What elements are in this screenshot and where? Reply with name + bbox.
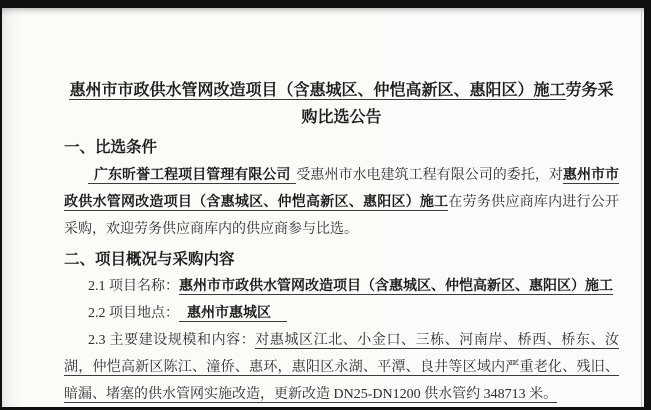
conditions-paragraph bbox=[64, 162, 619, 243]
notice-title-suffix: 劳务采 bbox=[565, 82, 614, 99]
clause-scope bbox=[64, 327, 619, 408]
document-page bbox=[2, 8, 644, 407]
clause-project-location bbox=[64, 300, 619, 327]
notice-title bbox=[64, 77, 619, 131]
clause-project-location-label: 2.2 项目地点： bbox=[88, 306, 179, 321]
notice-title-line2: 购比选公告 bbox=[301, 109, 382, 126]
document-content bbox=[64, 8, 619, 408]
clause-project-name-label: 2.1 项目名称： bbox=[88, 279, 179, 294]
page-edge-shadow bbox=[641, 8, 642, 407]
clause-scope-value: 对惠城区江北、小金口、三栋、河南岸、桥西、桥东、汝湖，仲恺高新区陈江、潼侨、惠环，惠阳区永湖、平潭、良井等区域内严重老化、残旧、暗漏、堵塞的供水管网实施改造，更新改造 DN25-DN1200 供水管约 348713 米。 bbox=[64, 333, 620, 402]
clause-scope-label: 2.3 主要建设规模和内容： bbox=[88, 333, 256, 348]
delegation-text: 受惠州市水电建筑工程有限公司的委托，对 bbox=[296, 168, 563, 183]
clause-project-name-value: 惠州市市政供水管网改造项目（含惠城区、仲恺高新区、惠阳区）施工 bbox=[179, 279, 613, 294]
procurement-text: 在劳务供应商库内进行公开采购，欢迎劳务供应商库内的供应商参与比选。 bbox=[64, 195, 620, 237]
project-name: 惠州市市政供水管网改造项目（含惠城区、仲恺高新区、惠阳区）施工 bbox=[64, 168, 620, 210]
section-heading-conditions: 一、比选条件 bbox=[64, 139, 158, 156]
clause-project-name bbox=[64, 273, 619, 300]
section-heading-overview: 二、项目概况与采购内容 bbox=[64, 251, 235, 268]
notice-title-project-name: 惠州市市政供水管网改造项目（含惠城区、仲恺高新区、惠阳区）施工 bbox=[69, 82, 566, 99]
clause-project-location-value: 惠州市惠城区 bbox=[179, 306, 287, 322]
agency-name: 广东昕誉工程项目管理有限公司 bbox=[88, 168, 296, 184]
